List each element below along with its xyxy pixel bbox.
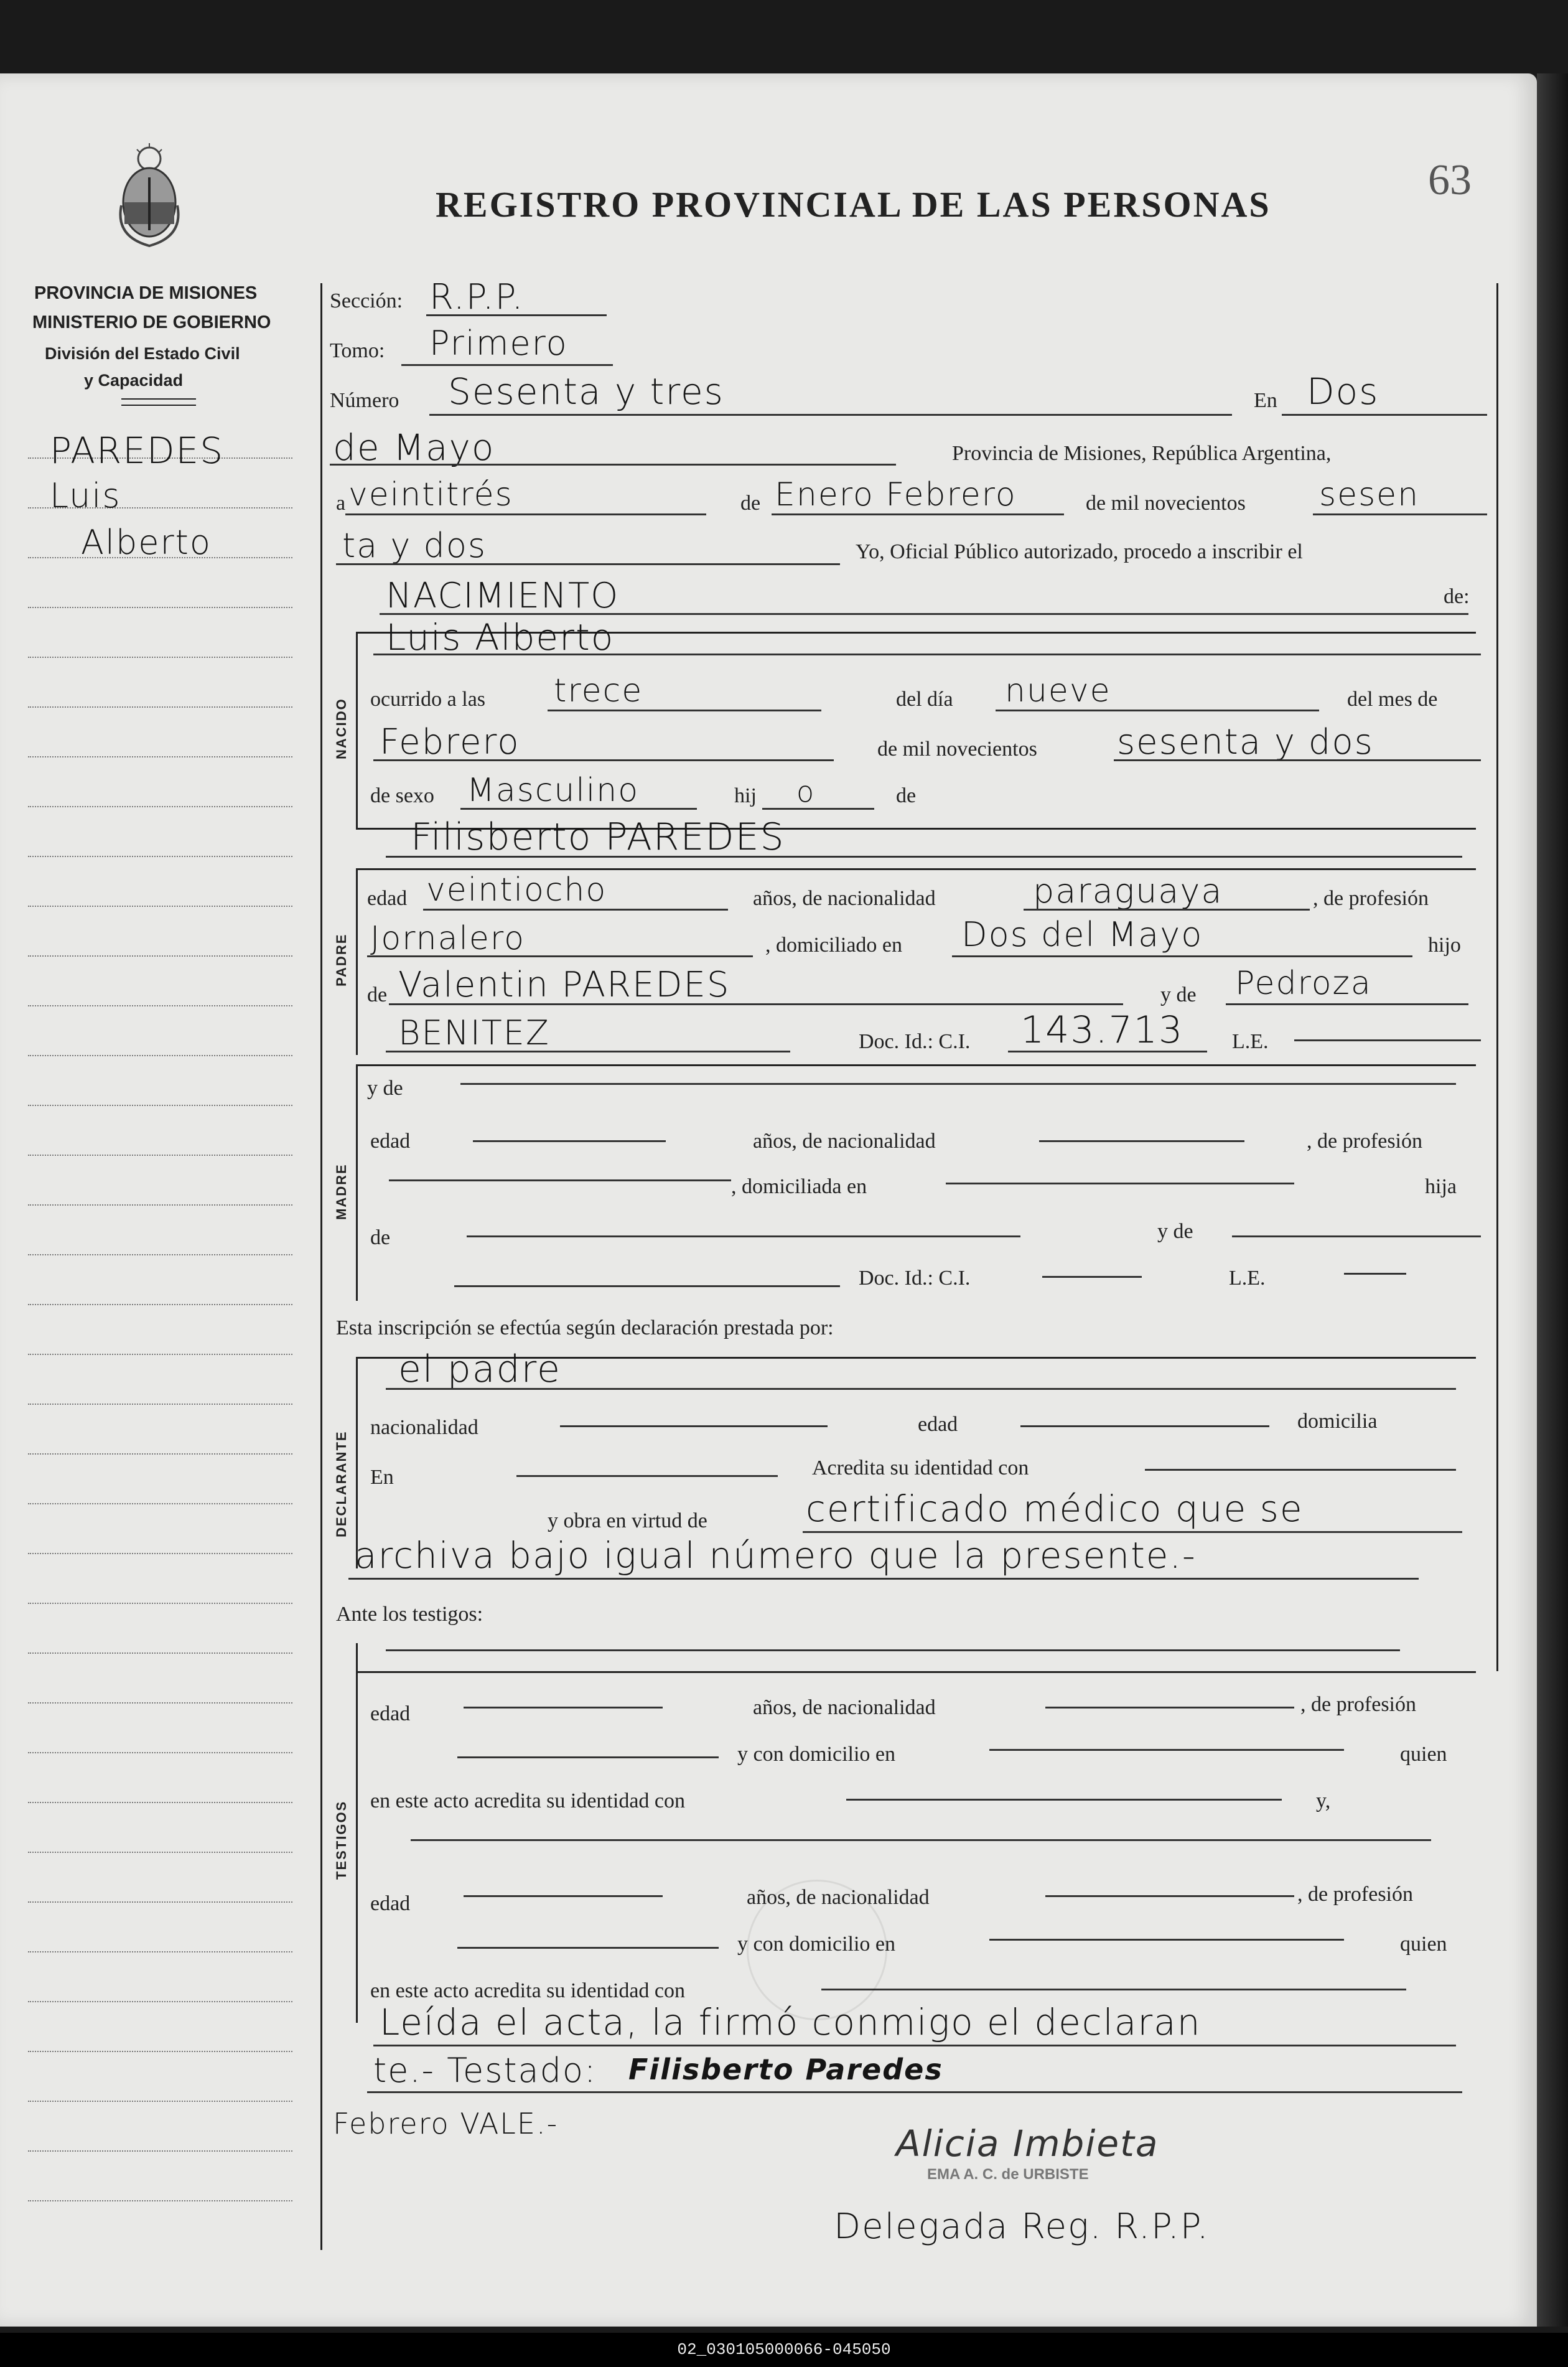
nacido-bracket [356, 632, 358, 828]
madre-anos-nac-label: años, de nacionalidad [753, 1130, 936, 1153]
obra-line-2 [348, 1578, 1419, 1580]
hora-line [548, 710, 821, 711]
testigo2-anos-nac-label: años, de nacionalidad [747, 1886, 930, 1909]
lugar-value-2: de Mayo [333, 426, 495, 469]
del-dia-label: del día [896, 688, 953, 711]
anos-nac-label: años, de nacionalidad [753, 887, 936, 910]
margin-rule [28, 955, 292, 957]
a-label: a [336, 492, 346, 515]
side-label-madre: MADRE [334, 1163, 349, 1220]
cargo-value: Delegada Reg. R.P.P. [834, 2206, 1210, 2247]
mes-line [772, 513, 1064, 515]
declarante-line [386, 1388, 1456, 1390]
cierre-line-2: te.- Testado: [373, 2051, 597, 2090]
decl-acredita-line [1145, 1469, 1456, 1471]
seccion-value: R.P.P. [429, 277, 525, 317]
domiciliado-label: , domiciliado en [765, 934, 903, 957]
margin-rule [28, 1354, 292, 1355]
de-label: de [740, 492, 761, 515]
abuela-value-2: BENITEZ [398, 1013, 550, 1052]
margin-rule [28, 1204, 292, 1206]
de-sexo-label: de sexo [370, 784, 434, 807]
section-line [356, 1671, 1476, 1673]
nacionalidad-label: nacionalidad [370, 1416, 478, 1439]
testigo1-edad-label: edad [370, 1702, 411, 1725]
testigo1-nac-line [1045, 1707, 1294, 1708]
frame-right [1496, 283, 1498, 1671]
en-label: En [1254, 389, 1277, 412]
provincia-label: Provincia de Misiones, República Argentina, [952, 442, 1332, 465]
padre-nac-value: paraguaya [1033, 871, 1223, 911]
de-profesion-label: , de profesión [1313, 887, 1429, 910]
mes-value: Enero Febrero [775, 476, 1017, 513]
section-line [356, 1064, 1476, 1066]
madre-domicilio-line [946, 1183, 1294, 1184]
madre-edad-label: edad [370, 1130, 411, 1153]
cierre-line-1: Leída el acta, la firmó conmigo el declaran [380, 2001, 1202, 2043]
cierre-line-3: Febrero VALE.- [333, 2107, 559, 2140]
tomo-label: Tomo: [330, 339, 385, 362]
obra-value-2: archiva bajo igual número que la presente.- [355, 1534, 1197, 1577]
lugar-value-1: Dos [1307, 370, 1379, 413]
margin-rule [28, 657, 292, 658]
padre-nombre-value: Filisberto PAREDES [411, 815, 785, 859]
margin-rule [28, 1155, 292, 1156]
testigo2-quien-label: quien [1400, 1933, 1447, 1956]
province-label: PROVINCIA DE MISIONES [34, 283, 258, 303]
numero-line [429, 414, 1232, 416]
margin-rule [28, 1802, 292, 1803]
hija-label: hija [1425, 1175, 1457, 1198]
side-label-padre: PADRE [334, 933, 349, 987]
margin-rule [28, 2101, 292, 2102]
madre-extra-line [454, 1285, 840, 1287]
nombre-value: Luis Alberto [386, 616, 615, 659]
testigo1-profesion-label: , de profesión [1300, 1693, 1417, 1716]
de-colon-label: de: [1444, 585, 1470, 608]
cierre-line-2-rule [367, 2091, 1462, 2093]
de-label-2: de [896, 784, 917, 807]
margin-rule [28, 607, 292, 608]
madre-y-de-label: y de [1157, 1220, 1193, 1243]
testigo1-domicilio-line [989, 1749, 1344, 1751]
esta-inscripcion-label: Esta inscripción se efectúa según declaración prestada por: [336, 1316, 834, 1339]
margin-rule [28, 1503, 292, 1504]
y-de-label: y de [1160, 983, 1197, 1006]
testigo1-acredita-line [846, 1799, 1282, 1801]
madre-nac-line [1039, 1140, 1244, 1142]
testigo2-profesion-label: , de profesión [1297, 1883, 1414, 1906]
sexo-line [460, 808, 697, 810]
margin-rule [28, 1852, 292, 1853]
lugar-line [1282, 414, 1487, 416]
seal-stamp [747, 1880, 887, 2020]
dia-nac-value: nueve [1005, 672, 1111, 710]
ocurrido-label: ocurrido a las [370, 688, 486, 711]
madre-le-label: L.E. [1229, 1267, 1266, 1290]
testigo1-domicilio-label: y con domicilio en [737, 1743, 896, 1766]
margin-rule [28, 2200, 292, 2201]
margin-rule [28, 806, 292, 807]
margin-rule [28, 1652, 292, 1654]
madre-abuelo-line [467, 1235, 1020, 1237]
anio-nac-value: sesenta y dos [1117, 722, 1374, 762]
oficial-label: Yo, Oficial Público autorizado, procedo a inscribir el [856, 540, 1303, 563]
page-title: REGISTRO PROVINCIAL DE LAS PERSONAS [436, 184, 1271, 225]
division-label: División del Estado Civil [45, 344, 240, 363]
book-binding-edge [1537, 73, 1568, 2327]
margin-rule [28, 906, 292, 907]
anio-value-1: sesen [1319, 476, 1420, 513]
decl-en-label: En [370, 1466, 394, 1489]
testigo2-domicilio-line [989, 1939, 1344, 1941]
numero-label: Número [330, 389, 399, 412]
testigo2-domicilio-label: y con domicilio en [737, 1933, 896, 1956]
margin-rule [28, 1702, 292, 1704]
margin-rule [28, 1005, 292, 1006]
margin-rule [28, 1553, 292, 1554]
testigo1-y-label: y, [1316, 1789, 1331, 1812]
padre-ci-line [1008, 1051, 1207, 1052]
sexo-value: Masculino [467, 772, 640, 809]
folio-number: 63 [1428, 156, 1472, 204]
image-id-footer: 02_030105000066-045050 [0, 2333, 1568, 2367]
padre-edad-line [423, 909, 728, 911]
acredita-label: Acredita su identidad con [812, 1456, 1029, 1479]
sello-text: EMA A. C. de URBISTE [927, 2166, 1089, 2183]
testigo1-quien-label: quien [1400, 1743, 1447, 1766]
hij-sufijo: o [796, 775, 816, 809]
mes-nac-line [373, 759, 834, 761]
testigo2-nac-line [1045, 1895, 1294, 1897]
obra-virtud-label: y obra en virtud de [548, 1509, 707, 1532]
testigos-bracket [356, 1643, 358, 2023]
frame-left [320, 283, 322, 2250]
anio-line [1313, 513, 1487, 515]
dia-value: veintitrés [348, 476, 513, 513]
padre-edad-value: veintiocho [426, 871, 607, 909]
testigo1-edad-line [464, 1707, 663, 1708]
hij-label: hij [734, 784, 757, 807]
padre-nombre-line [386, 856, 1462, 858]
side-label-testigos: TESTIGOS [334, 1800, 349, 1880]
domiciliada-label: , domiciliada en [731, 1175, 867, 1198]
division-label-2: y Capacidad [84, 371, 184, 390]
margin-second-name: Alberto [81, 523, 212, 562]
margin-rule [28, 856, 292, 857]
obra-value-1: certificado médico que se [806, 1488, 1304, 1530]
firma-declarante: Filisberto Paredes [628, 2053, 943, 2086]
abuelo-line [389, 1003, 1123, 1005]
margin-rule [28, 1304, 292, 1305]
seccion-line [426, 314, 607, 316]
margin-rule [28, 756, 292, 757]
padre-bracket [356, 868, 358, 1055]
section-line [356, 868, 1476, 870]
numero-value: Sesenta y tres [448, 370, 724, 413]
anio-line-2 [336, 563, 840, 565]
madre-nombre-line [460, 1083, 1456, 1085]
madre-doc-id-label: Doc. Id.: C.I. [859, 1267, 971, 1290]
testigo2-edad-label: edad [370, 1892, 411, 1915]
margin-rule [28, 706, 292, 708]
padre-nac-line [1024, 909, 1310, 911]
margin-first-name: Luis [50, 476, 121, 515]
margin-rule [28, 1603, 292, 1604]
madre-bracket [356, 1064, 358, 1301]
padre-le-line [1294, 1039, 1481, 1041]
side-label-nacido: NACIDO [334, 698, 349, 759]
decl-nac-line [560, 1425, 828, 1427]
abuelo-value: Valentin PAREDES [398, 965, 730, 1005]
le-label: L.E. [1232, 1030, 1269, 1053]
testigo2-edad-line [464, 1895, 663, 1897]
divider [121, 405, 196, 406]
acto-value: NACIMIENTO [386, 576, 620, 616]
tomo-line [401, 364, 613, 366]
hijo-label: hijo [1428, 934, 1461, 957]
madre-edad-line [473, 1140, 666, 1142]
abuela-line-2 [386, 1051, 790, 1052]
testigo2-acredita-label: en este acto acredita su identidad con [370, 1979, 685, 2002]
margin-rule [28, 2150, 292, 2152]
decl-edad-label: edad [918, 1413, 958, 1436]
margin-rule [28, 2001, 292, 2002]
lugar-line-2 [330, 464, 896, 466]
margin-rule [28, 1453, 292, 1455]
decl-edad-line [1020, 1425, 1269, 1427]
madre-de-label: de [370, 1226, 391, 1249]
declarante-value: el padre [398, 1348, 561, 1391]
padre-ci-value: 143.713 [1020, 1008, 1184, 1052]
madre-le-line [1344, 1273, 1406, 1275]
hij-line [762, 808, 874, 810]
ante-testigos-label: Ante los testigos: [336, 1603, 483, 1626]
margin-rule [28, 1404, 292, 1405]
madre-prof-line [389, 1179, 731, 1181]
obra-line [803, 1531, 1462, 1533]
side-label-declarante: DECLARANTE [334, 1430, 349, 1537]
margin-rule [28, 1055, 292, 1056]
madre-profesion-label: , de profesión [1307, 1130, 1423, 1153]
coat-of-arms-icon [115, 143, 184, 249]
padre-prof-value: Jornalero [370, 920, 525, 957]
abuela-value-1: Pedroza [1235, 965, 1372, 1002]
margin-rule [28, 1752, 292, 1753]
margin-rule [28, 1254, 292, 1255]
cierre-line [373, 2045, 1456, 2046]
tomo-value: Primero [429, 324, 568, 363]
seccion-label: Sección: [330, 289, 403, 312]
dia-nac-line [996, 710, 1319, 711]
divider [121, 398, 196, 400]
testigo1-acredita-label: en este acto acredita su identidad con [370, 1789, 685, 1812]
de-label-3: de [367, 983, 388, 1006]
testigo1-anos-nac-label: años, de nacionalidad [753, 1696, 936, 1719]
doc-id-label: Doc. Id.: C.I. [859, 1030, 971, 1053]
padre-edad-label: edad [367, 887, 408, 910]
madre-abuela-line [1232, 1235, 1481, 1237]
margin-rule [28, 1951, 292, 1952]
anio-value-2: ta y dos [342, 526, 487, 565]
y-de-label-2: y de [367, 1077, 403, 1100]
padre-prof-line [367, 955, 753, 957]
hora-value: trece [554, 672, 643, 710]
domicilia-label: domicilia [1297, 1410, 1378, 1433]
dia-line [345, 513, 706, 515]
anio-nac-line [1114, 759, 1481, 761]
margin-surname: PAREDES [50, 429, 225, 472]
testigos-line [386, 1649, 1400, 1651]
del-mes-label: del mes de [1347, 688, 1438, 711]
mes-nac-value: Febrero [380, 722, 520, 762]
testigo2-prof-line [457, 1947, 719, 1949]
de-mil-novecientos-label: de mil novecientos [877, 738, 1037, 761]
testigo1-nombre-line [411, 1839, 1431, 1841]
abuela-line [1226, 1003, 1468, 1005]
margin-rule [28, 1105, 292, 1106]
decl-domicilio-line [516, 1475, 778, 1477]
padre-domicilio-value: Dos del Mayo [961, 915, 1203, 954]
margin-rule [28, 1901, 292, 1903]
testigo1-prof-line [457, 1756, 719, 1758]
madre-ci-line [1042, 1276, 1142, 1278]
mil-novecientos-label: de mil novecientos [1086, 492, 1246, 515]
padre-domicilio-line [952, 955, 1412, 957]
acto-line [380, 613, 1468, 615]
firma-oficial: Alicia Imbieta [896, 2122, 1159, 2165]
nombre-line [373, 654, 1481, 655]
margin-rule [28, 2051, 292, 2052]
testigo2-acredita-line [821, 1989, 1406, 1990]
ministry-label: MINISTERIO DE GOBIERNO [32, 312, 271, 332]
